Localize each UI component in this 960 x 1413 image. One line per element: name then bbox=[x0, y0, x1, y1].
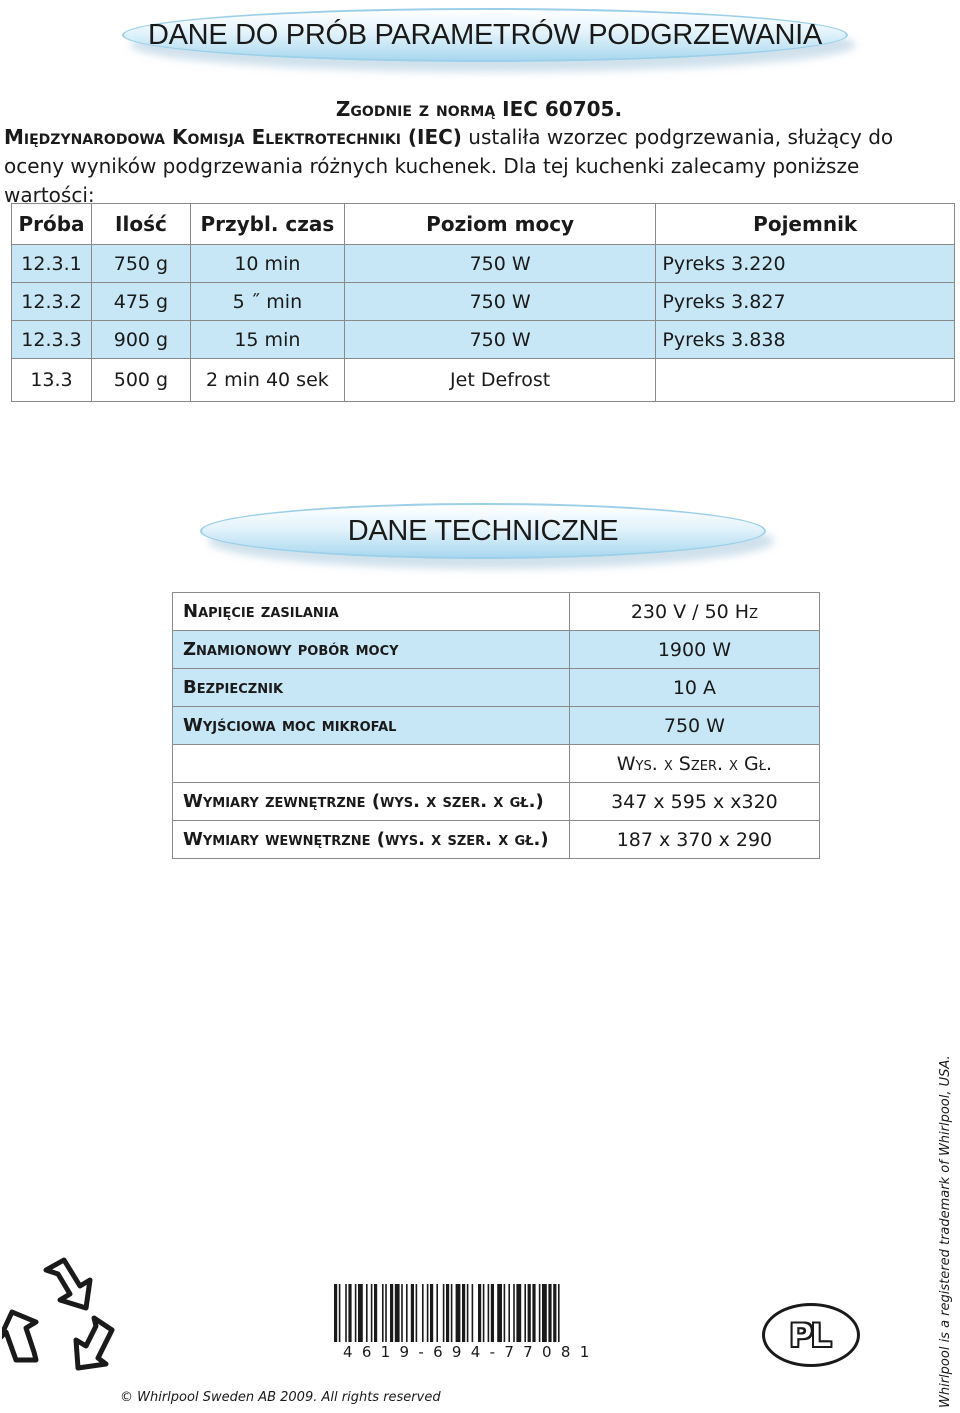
table-cell: 750 W bbox=[344, 283, 656, 321]
barcode-bar bbox=[406, 1284, 408, 1342]
barcode-bar bbox=[390, 1284, 393, 1342]
intro-paragraph bbox=[4, 123, 954, 210]
barcode-bar bbox=[411, 1284, 414, 1342]
barcode-bar bbox=[422, 1284, 424, 1342]
barcode-bar bbox=[467, 1284, 469, 1342]
header-cell: Przybl. czas bbox=[190, 204, 344, 245]
barcode-icon bbox=[334, 1284, 632, 1342]
barcode-bar bbox=[456, 1284, 461, 1342]
table-row bbox=[173, 707, 820, 745]
table-row bbox=[173, 669, 820, 707]
table-row bbox=[12, 283, 955, 321]
barcode-bar bbox=[430, 1284, 433, 1342]
barcode-bar bbox=[366, 1284, 368, 1342]
table-row bbox=[12, 321, 955, 359]
barcode-bar bbox=[478, 1284, 481, 1342]
table-row bbox=[12, 245, 955, 283]
barcode-bar bbox=[539, 1284, 541, 1342]
header-cell: Pojemnik bbox=[656, 204, 955, 245]
barcode-bar bbox=[334, 1284, 337, 1342]
spec-label: Wymiary zewnętrzne (wys. x szer. x gł.) bbox=[173, 783, 570, 821]
spec-value: 750 W bbox=[569, 707, 819, 745]
barcode-bar bbox=[504, 1284, 506, 1342]
copyright-text: © Whirlpool Sweden AB 2009. All rights reserved bbox=[120, 1390, 441, 1405]
barcode-bar bbox=[451, 1284, 453, 1342]
table-cell: 13.3 bbox=[12, 359, 92, 402]
spec-value: 230 V / 50 Hz bbox=[569, 593, 819, 631]
spec-label: Wymiary wewnętrzne (wys. x szer. x gł.) bbox=[173, 821, 570, 859]
table-cell: 500 g bbox=[91, 359, 190, 402]
barcode-bar bbox=[524, 1284, 526, 1342]
barcode-bar bbox=[443, 1284, 445, 1342]
spec-label: Wyjściowa moc mikrofal bbox=[173, 707, 570, 745]
barcode-bar bbox=[355, 1284, 357, 1342]
barcode-bar bbox=[542, 1284, 547, 1342]
barcode-bar bbox=[472, 1284, 474, 1342]
barcode-bar bbox=[339, 1284, 341, 1342]
header-cell: Ilość bbox=[91, 204, 190, 245]
barcode-bar bbox=[483, 1284, 485, 1342]
spec-value: 187 x 370 x 290 bbox=[569, 821, 819, 859]
commission-name: Międzynarodowa Komisja Elektrotechniki (IEC) bbox=[4, 125, 462, 149]
standard-reference: Zgodnie z normą IEC 60705. bbox=[335, 97, 623, 121]
recycle-icon bbox=[2, 1256, 120, 1374]
barcode-bar bbox=[446, 1284, 449, 1342]
table-cell: Pyreks 3.220 bbox=[656, 245, 955, 283]
barcode-bar bbox=[358, 1284, 363, 1342]
barcode-bar bbox=[401, 1284, 403, 1342]
section-title: DANE DO PRÓB PARAMETRÓW PODGRZEWANIA bbox=[148, 18, 822, 51]
table-row bbox=[173, 593, 820, 631]
country-badge bbox=[762, 1303, 860, 1367]
barcode-bar bbox=[497, 1284, 502, 1342]
spec-value: 10 A bbox=[569, 669, 819, 707]
barcode-bar bbox=[548, 1284, 551, 1342]
barcode-bar bbox=[436, 1284, 438, 1342]
barcode-bar bbox=[528, 1284, 531, 1342]
spec-label: Znamionowy pobór mocy bbox=[173, 631, 570, 669]
table-row bbox=[173, 821, 820, 859]
spec-value: Wys. x Szer. x Gł. bbox=[569, 745, 819, 783]
table-cell: 750 W bbox=[344, 245, 656, 283]
table-cell bbox=[656, 359, 955, 402]
table-header-row bbox=[12, 204, 955, 245]
barcode-bar bbox=[371, 1284, 373, 1342]
barcode-bar bbox=[345, 1284, 347, 1342]
barcode-bar bbox=[348, 1284, 351, 1342]
intro-text: ustaliła wzorzec podgrzewania, służący do oceny wyników podgrzewania różnych kuchenek. Dla tej kuchenki zalecamy poniższe wartości: bbox=[4, 125, 894, 207]
section-banner-test-data bbox=[122, 8, 848, 62]
table-cell: 900 g bbox=[91, 321, 190, 359]
barcode-bar bbox=[385, 1284, 387, 1342]
spec-label: Napięcie zasilania bbox=[173, 593, 570, 631]
table-row bbox=[12, 359, 955, 402]
section-title: DANE TECHNICZNE bbox=[347, 514, 619, 547]
table-row bbox=[173, 631, 820, 669]
test-data-table bbox=[11, 203, 955, 402]
table-cell: 2 min 40 sek bbox=[190, 359, 344, 402]
spec-label bbox=[173, 745, 570, 783]
barcode-bar bbox=[488, 1284, 490, 1342]
table-cell: Pyreks 3.838 bbox=[656, 321, 955, 359]
table-cell: 5 ˝ min bbox=[190, 283, 344, 321]
table-cell: 750 W bbox=[344, 321, 656, 359]
table-cell: 750 g bbox=[91, 245, 190, 283]
table-cell: 12.3.1 bbox=[12, 245, 92, 283]
technical-data-table bbox=[172, 592, 820, 859]
table-cell: Pyreks 3.827 bbox=[656, 283, 955, 321]
header-cell: Poziom mocy bbox=[344, 204, 656, 245]
spec-label: Bezpiecznik bbox=[173, 669, 570, 707]
barcode-bar bbox=[532, 1284, 535, 1342]
table-cell: Jet Defrost bbox=[344, 359, 656, 402]
table-row bbox=[173, 745, 820, 783]
table-cell: 12.3.3 bbox=[12, 321, 92, 359]
trademark-note: Whirlpool is a registered trademark of Whirlpool, USA. bbox=[938, 1055, 953, 1408]
barcode-bar bbox=[462, 1284, 465, 1342]
barcode-bar bbox=[491, 1284, 494, 1342]
table-cell: 475 g bbox=[91, 283, 190, 321]
table-cell: 10 min bbox=[190, 245, 344, 283]
spec-value: 1900 W bbox=[569, 631, 819, 669]
barcode-bar bbox=[416, 1284, 418, 1342]
barcode-bar bbox=[395, 1284, 400, 1342]
barcode-bar bbox=[558, 1284, 560, 1342]
barcode-bar bbox=[553, 1284, 556, 1342]
barcode-bar bbox=[382, 1284, 384, 1342]
barcode-bar bbox=[513, 1284, 515, 1342]
barcode-bar bbox=[427, 1284, 429, 1342]
header-cell: Próba bbox=[12, 204, 92, 245]
country-code: PL bbox=[790, 1316, 832, 1353]
barcode-bar bbox=[516, 1284, 521, 1342]
table-cell: 12.3.2 bbox=[12, 283, 92, 321]
spec-value: 347 x 595 x x320 bbox=[569, 783, 819, 821]
section-banner-tech-data bbox=[200, 503, 766, 559]
barcode-bar bbox=[374, 1284, 377, 1342]
table-row bbox=[173, 783, 820, 821]
barcode-number: 4619-694-77081 bbox=[343, 1343, 599, 1361]
barcode-bar bbox=[508, 1284, 510, 1342]
table-cell: 15 min bbox=[190, 321, 344, 359]
